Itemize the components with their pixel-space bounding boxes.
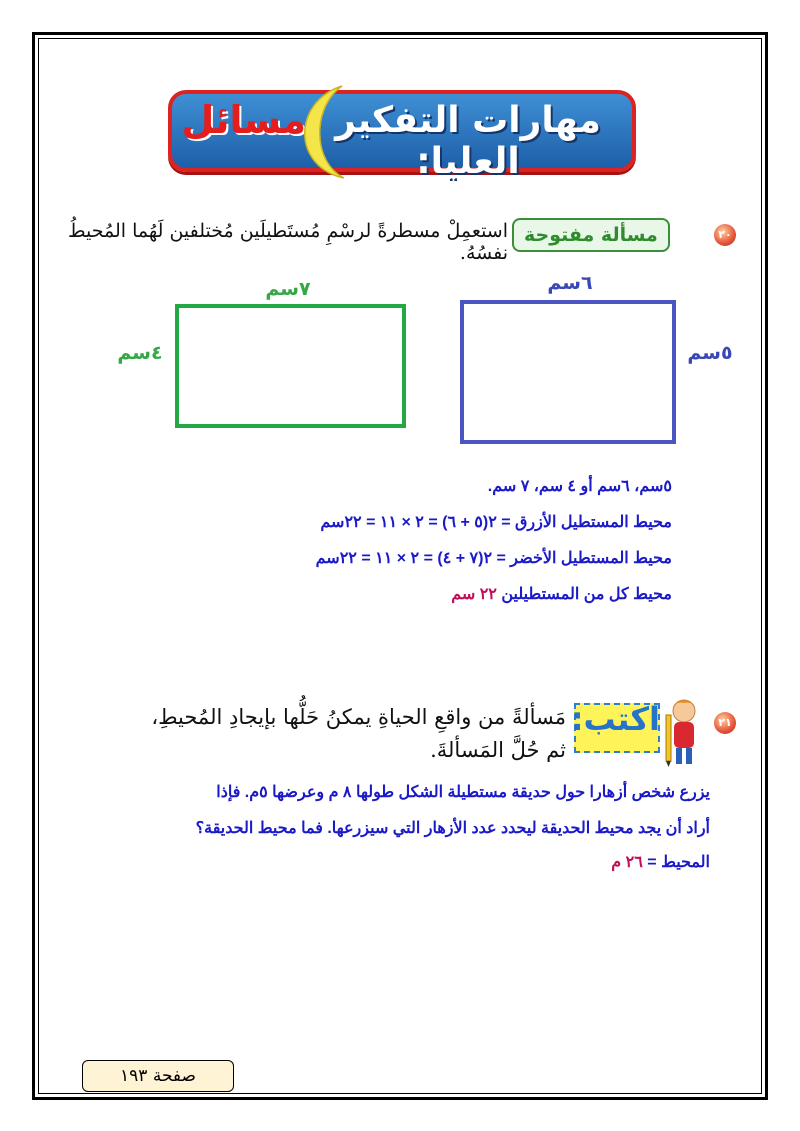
problem-number-21: ٢١ (714, 712, 736, 734)
title-red-part: مسائل (181, 98, 306, 142)
answer21-result-prefix: المحيط = (647, 854, 710, 871)
answer-dimensions: ٥سم، ٦سم أو ٤ سم، ٧ سم. (487, 478, 672, 495)
blue-rect-top-label: ٦سم (547, 272, 593, 294)
answer21-result (300, 852, 710, 872)
answer-both-perimeters (200, 584, 672, 604)
problem-21-prompt-line1: مَسألةً من واقعِ الحياةِ يمكنُ حَلُّها بإيجادِ المُحيطِ، (151, 705, 566, 729)
answer-green-perimeter: محيط المستطيل الأخضر = ٢(٧ + ٤) = ٢ × ١١ = ٢٢سم (315, 550, 672, 567)
answer21-line2: أراد أن يجد محيط الحديقة ليحدد عدد الأزهار التي سيزرعها. فما محيط الحديقة؟ (195, 820, 710, 837)
answer21-line1: يزرع شخص أزهارا حول حديقة مستطيلة الشكل طولها ٨ م وعرضها ٥م. فإذا (216, 784, 710, 801)
title-text: مهارات التفكير العليا: (335, 100, 601, 182)
green-rect-side-label: ٤سم (117, 342, 163, 364)
title-banner (168, 90, 636, 182)
write-label: اكتب: (570, 700, 660, 738)
page-number: صفحة ١٩٣ (82, 1060, 234, 1092)
problem-20-prompt: استعمِلْ مسطرةً لرسْمِ مُستَطيلَين مُختلفين لَهُما المُحيطُ نفسُهُ. (67, 220, 508, 264)
green-rectangle (175, 304, 406, 428)
answer-blue-perimeter: محيط المستطيل الأزرق = ٢(٥ + ٦) = ٢ × ١١ = ٢٢سم (320, 514, 672, 531)
child-with-pencil-icon (660, 695, 708, 767)
answer-both-prefix: محيط كل من المستطيلين (501, 586, 672, 603)
blue-rect-side-label: ٥سم (687, 342, 733, 364)
problem-number-20: ٢٠ (714, 224, 736, 246)
green-rect-top-label: ٧سم (265, 278, 311, 300)
answer-both-value: ٢٢ سم (451, 586, 497, 603)
open-problem-badge: مسألة مفتوحة (512, 218, 670, 252)
problem-21-prompt-line2: ثم حُلَّ المَسألةَ. (430, 738, 566, 762)
answer21-result-value: ٢٦ م (611, 854, 643, 871)
blue-rectangle (460, 300, 676, 444)
